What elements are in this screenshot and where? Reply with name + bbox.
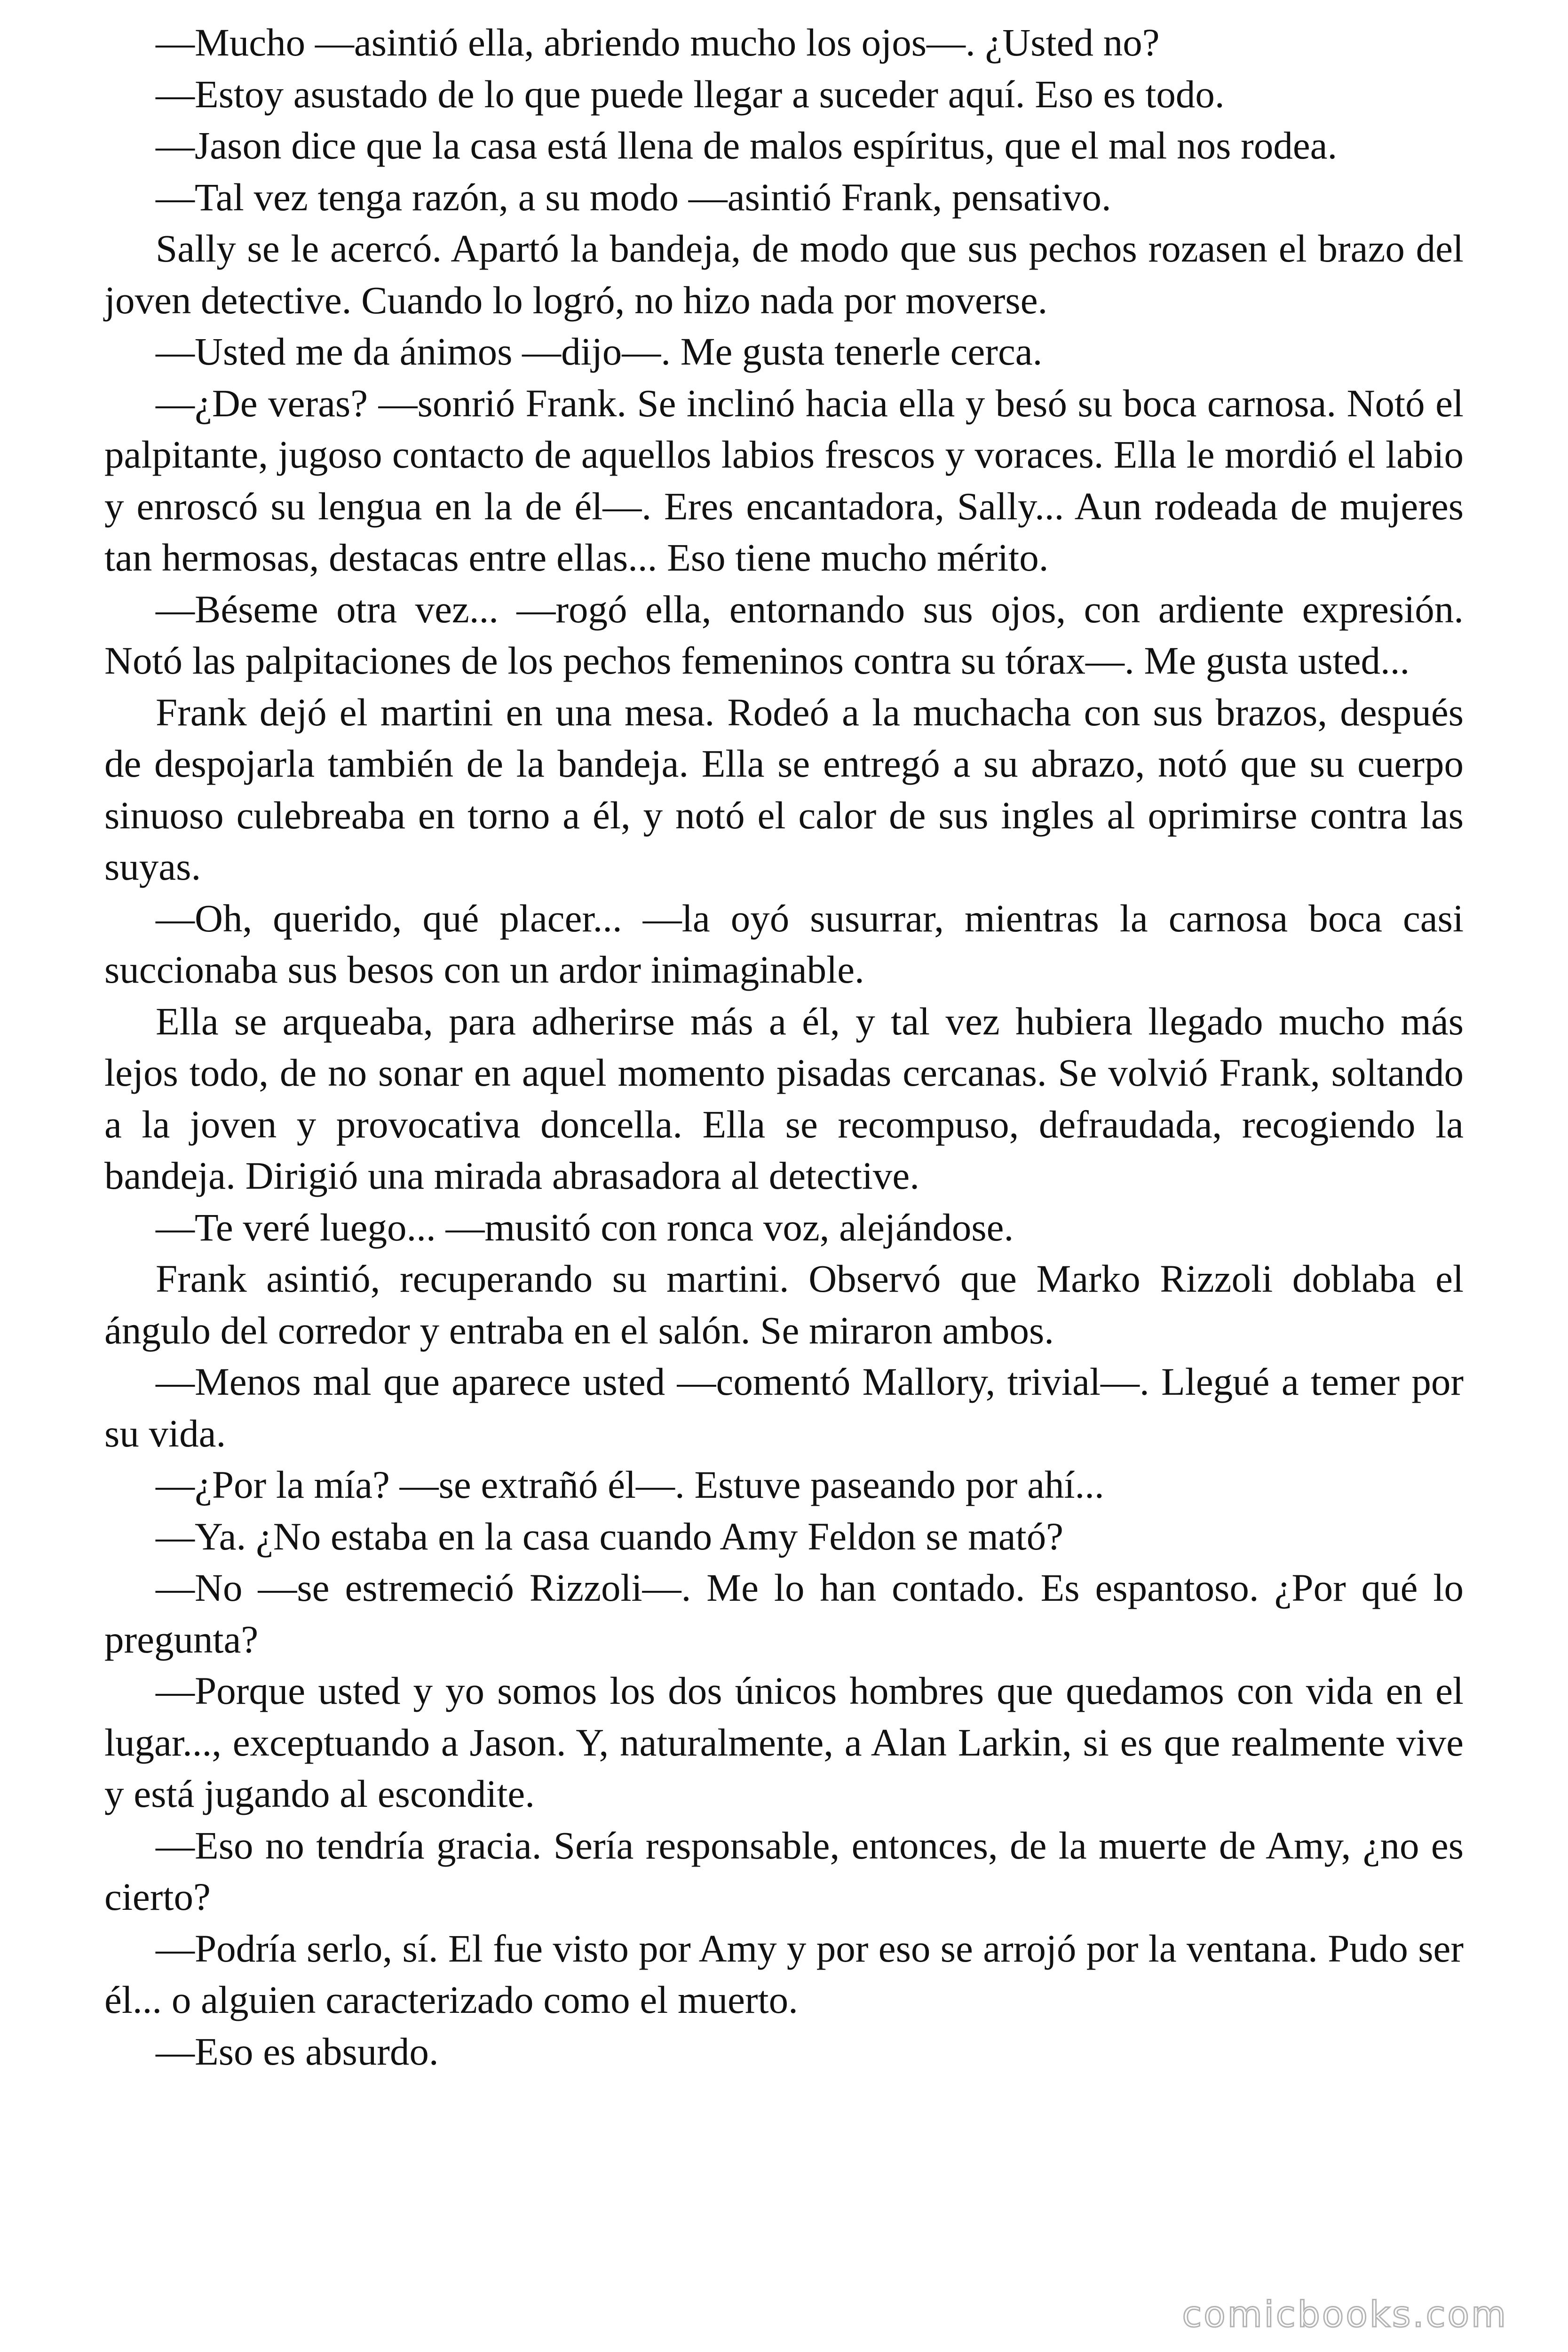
paragraph: —Podría serlo, sí. El fue visto por Amy y por eso se arrojó por la ventana. Pudo ser él... o alguien caracterizado como el muerto. [104,1926,1464,2021]
body-text [104,17,1464,2077]
paragraph: —Te veré luego... —musitó con ronca voz, alejándose. [156,1205,1014,1249]
watermark: comicbooks.com [1182,2293,1508,2335]
paragraph: —Jason dice que la casa está llena de malos espíritus, que el mal nos rodea. [156,124,1338,167]
paragraph: Frank asintió, recuperando su martini. Observó que Marko Rizzoli doblaba el ángulo del corredor y entraba en el salón. Se miraron ambos. [104,1257,1464,1352]
paragraph: —No —se estremeció Rizzoli—. Me lo han contado. Es espantoso. ¿Por qué lo pregunta? [104,1566,1464,1661]
paragraph: —Estoy asustado de lo que puede llegar a suceder aquí. Eso es todo. [156,72,1225,116]
paragraph: —Porque usted y yo somos los dos únicos hombres que quedamos con vida en el lugar..., exceptuando a Jason. Y, naturalmente, a Alan Larkin, si es que realmente vive y está jugando al escondite. [104,1669,1464,1815]
paragraph: —Usted me da ánimos —dijo—. Me gusta tenerle cerca. [156,330,1043,373]
paragraph: —Tal vez tenga razón, a su modo —asintió Frank, pensativo. [156,175,1111,219]
paragraph: —Béseme otra vez... —rogó ella, entornando sus ojos, con ardiente expresión. Notó las palpitaciones de los pechos femeninos contra su tórax—. Me gusta usted... [104,587,1464,682]
paragraph: —¿De veras? —sonrió Frank. Se inclinó hacia ella y besó su boca carnosa. Notó el palpitante, jugoso contacto de aquellos labios frescos y voraces. Ella le mordió el labio y enroscó su lengua en la de él—. Eres encantadora, Sally... Aun rodeada de mujeres tan hermosas, destacas entre ellas... Eso tiene mucho mérito. [104,381,1464,579]
paragraph: —Mucho —asintió ella, abriendo mucho los ojos—. ¿Usted no? [156,21,1160,64]
paragraph: —Menos mal que aparece usted —comentó Mallory, trivial—. Llegué a temer por su vida. [104,1360,1464,1455]
paragraph: —Ya. ¿No estaba en la casa cuando Amy Feldon se mató? [156,1514,1064,1558]
paragraph: Sally se le acercó. Apartó la bandeja, de modo que sus pechos rozasen el brazo del joven detective. Cuando lo logró, no hizo nada por moverse. [104,227,1464,322]
paragraph: —Eso no tendría gracia. Sería responsable, entonces, de la muerte de Amy, ¿no es cierto? [104,1823,1464,1918]
paragraph: Frank dejó el martini en una mesa. Rodeó a la muchacha con sus brazos, después de despojarla también de la bandeja. Ella se entregó a su abrazo, notó que su cuerpo sinuoso culebreaba en torno a él, y notó el calor de sus ingles al oprimirse contra las suyas. [104,690,1464,888]
paragraph: Ella se arqueaba, para adherirse más a él, y tal vez hubiera llegado mucho más lejos todo, de no sonar en aquel momento pisadas cercanas. Se volvió Frank, soltando a la joven y provocativa doncella. Ella se recompuso, defraudada, recogiendo la bandeja. Dirigió una mirada abrasadora al detective. [104,999,1464,1197]
paragraph: —¿Por la mía? —se extrañó él—. Estuve paseando por ahí... [156,1463,1104,1506]
paragraph: —Oh, querido, qué placer... —la oyó susurrar, mientras la carnosa boca casi succionaba sus besos con un ardor inimaginable. [104,896,1464,991]
paragraph: —Eso es absurdo. [156,2029,439,2073]
